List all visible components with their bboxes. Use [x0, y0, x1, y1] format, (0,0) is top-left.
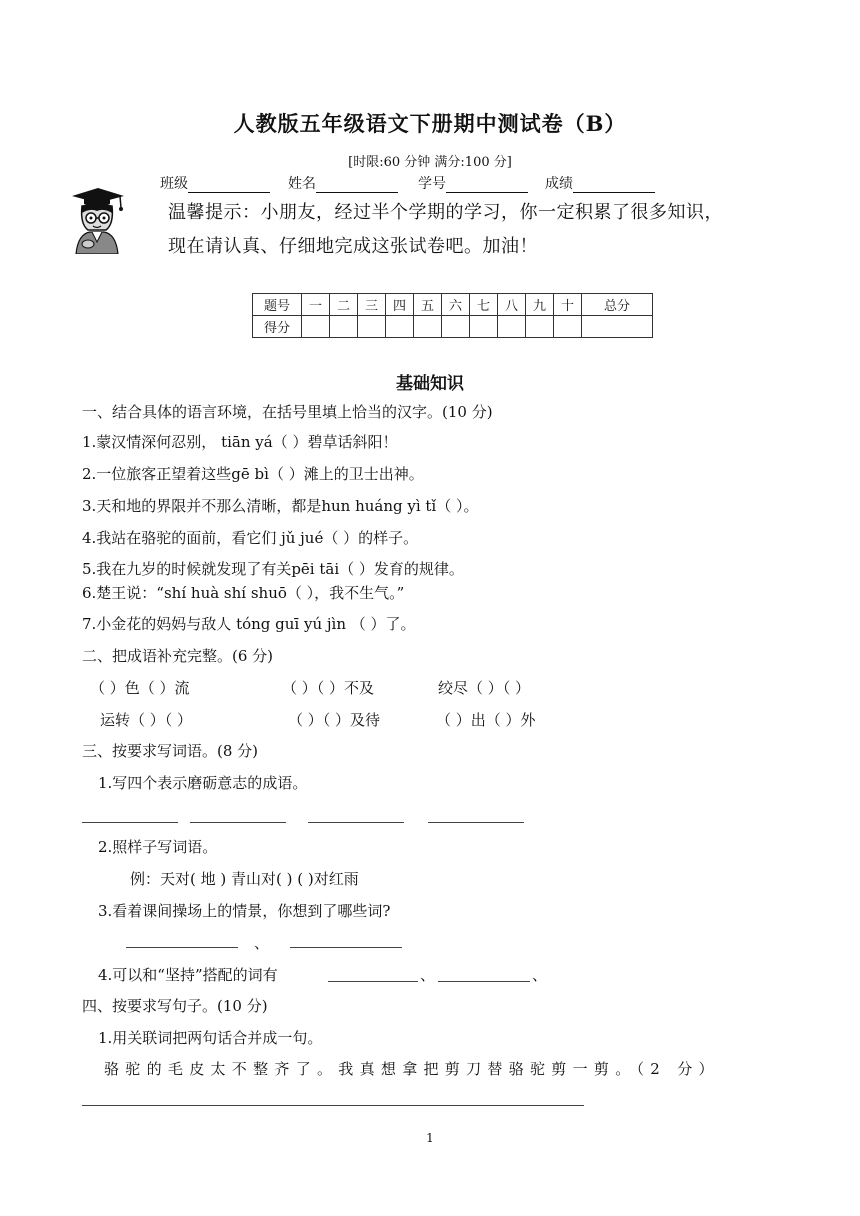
score-table-score-row — [253, 316, 653, 338]
time-score-limits: [时限:60 分钟 满分:100 分] — [348, 155, 512, 170]
q3-sub-2: 2.照样子写词语。 — [98, 838, 218, 856]
student-id-blank[interactable] — [446, 176, 528, 193]
idiom-blank[interactable]: （ ）色（ ）流 — [90, 679, 190, 697]
q1-item[interactable]: 5.我在九岁的时候就发现了有关pēi tāi（ ）发育的规律。 — [82, 560, 464, 578]
idiom-blank[interactable]: （ ）（ ）不及 — [282, 679, 375, 697]
name-field[interactable] — [288, 173, 398, 193]
q1-item[interactable]: 7.小金花的妈妈与敌人 tóng guī yú jìn （ ）了。 — [82, 615, 416, 633]
idiom-blank[interactable]: （ ）出（ ）外 — [436, 711, 536, 729]
separator: 、 — [254, 934, 270, 952]
score-cell[interactable] — [414, 316, 442, 338]
score-table-header-cell: 总分 — [582, 294, 653, 316]
score-blank[interactable] — [573, 176, 655, 193]
idiom-blank[interactable]: （ ）（ ）及待 — [288, 711, 381, 729]
q4-sentence: 骆驼的毛皮太不整齐了。我真想拿把剪刀替骆驼剪一剪。（2 分） — [104, 1060, 720, 1078]
q3-sub-1: 1.写四个表示磨砺意志的成语。 — [98, 774, 308, 792]
answer-line[interactable] — [190, 822, 286, 823]
student-id-field[interactable] — [418, 173, 528, 193]
page-number: 1 — [426, 1131, 434, 1145]
score-cell[interactable] — [470, 316, 498, 338]
name-blank[interactable] — [316, 176, 398, 193]
answer-line[interactable] — [82, 1105, 584, 1106]
score-cell[interactable] — [330, 316, 358, 338]
separator: 、 — [420, 966, 436, 984]
tip-line-2: 现在请认真、仔细地完成这张试卷吧。加油！ — [168, 236, 538, 257]
score-table-header-cell: 八 — [498, 294, 526, 316]
section-heading: 基础知识 — [396, 374, 464, 394]
answer-line[interactable] — [308, 822, 404, 823]
q1-item[interactable]: 4.我站在骆驼的面前，看它们 jǔ jué（ ）的样子。 — [82, 529, 419, 547]
name-label: 姓名 — [288, 176, 316, 192]
score-cell[interactable] — [554, 316, 582, 338]
score-table-header-cell: 题号 — [253, 294, 302, 316]
idiom-blank[interactable]: 运转（ ）（ ） — [100, 711, 193, 729]
score-table-row-label: 得分 — [253, 316, 302, 338]
score-table-header-cell: 十 — [554, 294, 582, 316]
q1-item[interactable]: 3.天和地的界限并不那么清晰，都是hun huáng yì tǐ（ ）。 — [82, 497, 479, 515]
q1-item[interactable]: 2.一位旅客正望着这些gē bì（ ）滩上的卫士出神。 — [82, 465, 424, 483]
q1-item[interactable]: 6.楚王说：“shí huà shí shuō（ ），我不生气。” — [82, 584, 405, 602]
score-field[interactable] — [545, 173, 655, 193]
q1-item[interactable]: 1.蒙汉情深何忍别， tiān yá（ ）碧草话斜阳！ — [82, 433, 398, 451]
tip-line-1: 温馨提示：小朋友，经过半个学期的学习，你一定积累了很多知识， — [168, 202, 723, 223]
class-blank[interactable] — [188, 176, 270, 193]
q4-sub-1: 1.用关联词把两句话合并成一句。 — [98, 1029, 323, 1047]
score-cell[interactable] — [498, 316, 526, 338]
score-table-header-cell: 四 — [386, 294, 414, 316]
score-table-header-cell: 九 — [526, 294, 554, 316]
score-label: 成绩 — [545, 176, 573, 192]
student-id-label: 学号 — [418, 176, 446, 192]
graduate-student-icon — [68, 186, 126, 254]
answer-line[interactable] — [328, 981, 418, 982]
score-table-header-cell: 五 — [414, 294, 442, 316]
answer-line[interactable] — [82, 822, 178, 823]
score-table — [252, 293, 653, 338]
score-table-header-cell: 六 — [442, 294, 470, 316]
score-cell[interactable] — [386, 316, 414, 338]
class-field[interactable] — [160, 173, 270, 193]
score-cell[interactable] — [358, 316, 386, 338]
q2-heading: 二、把成语补充完整。(6 分) — [82, 647, 274, 665]
score-table-header-row — [253, 294, 653, 316]
score-table-header-cell: 二 — [330, 294, 358, 316]
q3-heading: 三、按要求写词语。(8 分) — [82, 742, 259, 760]
q1-heading: 一、结合具体的语言环境，在括号里填上恰当的汉字。(10 分) — [82, 403, 493, 421]
idiom-blank[interactable]: 绞尽（ ）（ ） — [438, 679, 531, 697]
q4-heading: 四、按要求写句子。(10 分) — [82, 997, 268, 1015]
score-cell[interactable] — [302, 316, 330, 338]
answer-line[interactable] — [438, 981, 530, 982]
score-table-header-cell: 七 — [470, 294, 498, 316]
score-table-header-cell: 一 — [302, 294, 330, 316]
score-cell[interactable] — [526, 316, 554, 338]
q3-sub-3: 3.看着课间操场上的情景，你想到了哪些词? — [98, 902, 391, 920]
answer-line[interactable] — [126, 947, 238, 948]
answer-line[interactable] — [290, 947, 402, 948]
score-cell[interactable] — [582, 316, 653, 338]
score-cell[interactable] — [442, 316, 470, 338]
page-title: 人教版五年级语文下册期中测试卷（B） — [233, 111, 627, 136]
separator: 、 — [532, 966, 548, 984]
q3-example[interactable]: 例：天对( 地 ) 青山对( ) ( )对红雨 — [130, 870, 359, 888]
class-label: 班级 — [160, 176, 188, 192]
answer-line[interactable] — [428, 822, 524, 823]
q3-sub-4: 4.可以和“坚持”搭配的词有 — [98, 966, 278, 984]
score-table-header-cell: 三 — [358, 294, 386, 316]
